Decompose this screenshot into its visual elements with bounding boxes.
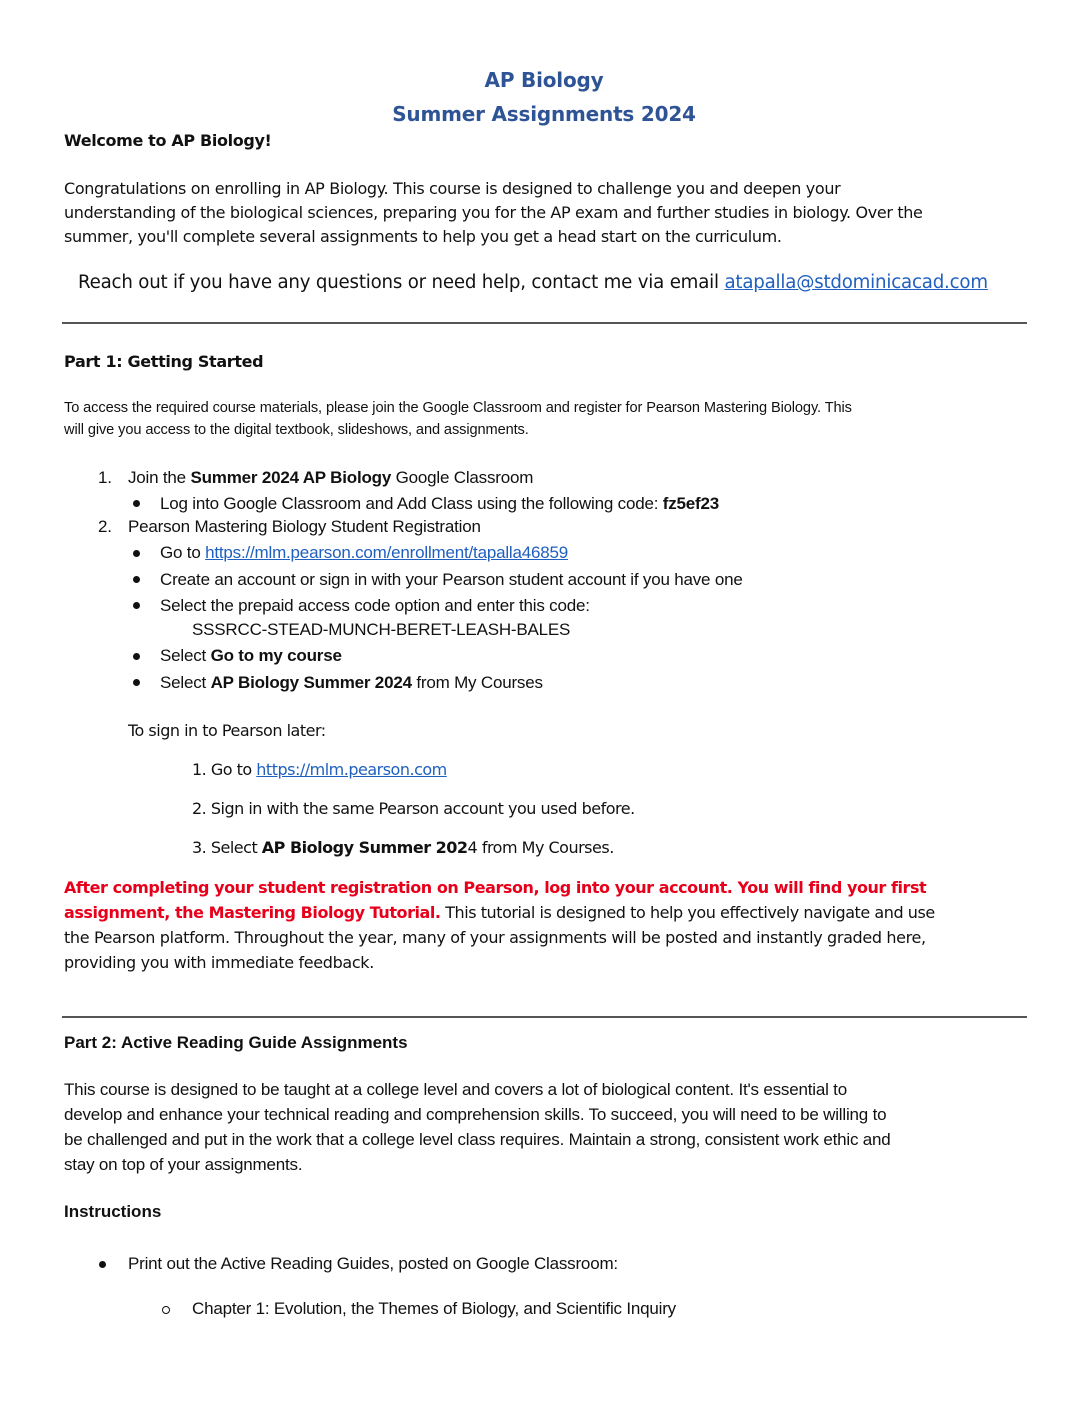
welcome-heading: Welcome to AP Biology!	[64, 131, 272, 150]
step-1-sub	[160, 494, 719, 514]
sub-text: from My Courses	[411, 673, 543, 692]
bullet-icon	[133, 602, 140, 609]
notice-red-text: assignment, the Mastering Biology Tutorial.	[64, 903, 441, 922]
part1-heading: Part 1: Getting Started	[64, 352, 264, 371]
step-text: Google Classroom	[391, 468, 534, 487]
bullet-icon	[133, 653, 140, 660]
part2-paragraph-line: develop and enhance your technical reading and comprehension skills. To succeed, you will need to be willing to	[64, 1105, 887, 1124]
step-number: 2.	[98, 517, 112, 536]
document-subtitle: Summer Assignments 2024	[392, 102, 696, 126]
instruction-item: Print out the Active Reading Guides, posted on Google Classroom:	[128, 1254, 618, 1273]
bullet-icon	[133, 576, 140, 583]
step-1	[128, 468, 533, 488]
sign-in-later-step	[192, 838, 614, 857]
sub-text: Select	[160, 646, 211, 665]
part2-heading: Part 2: Active Reading Guide Assignments	[64, 1033, 408, 1052]
document-title: AP Biology	[484, 68, 604, 92]
notice-line: the Pearson platform. Throughout the year, many of your assignments will be posted and instantly graded here,	[64, 928, 926, 947]
bullet-icon	[133, 679, 140, 686]
hollow-bullet-icon	[162, 1306, 170, 1314]
step-text: 4 from My Courses.	[467, 838, 614, 857]
part2-paragraph-line: This course is designed to be taught at a college level and covers a lot of biological content. It's essential to	[64, 1080, 847, 1099]
welcome-paragraph-line: summer, you'll complete several assignments to help you get a head start on the curriculum.	[64, 227, 782, 246]
step-2-sub	[160, 646, 342, 666]
contact-email-link[interactable]: atapalla@stdominicacad.com	[724, 272, 988, 293]
bullet-icon	[133, 500, 140, 507]
sub-bold-text: Go to my course	[210, 646, 342, 665]
step-bold-text: Summer 2024 AP Biology	[190, 468, 392, 487]
sub-text: Go to	[160, 543, 206, 562]
step-2-sub: Select the prepaid access code option and enter this code:	[160, 596, 590, 615]
step-text: 3. Select	[192, 838, 262, 857]
part1-intro-line: To access the required course materials, please join the Google Classroom and register for Pearson Mastering Biology. This	[64, 400, 852, 416]
sign-in-later-step	[192, 760, 447, 779]
instruction-sub-item: Chapter 1: Evolution, the Themes of Biology, and Scientific Inquiry	[192, 1299, 676, 1318]
section-divider	[62, 1016, 1027, 1018]
sub-text: Select	[160, 673, 211, 692]
notice-line: providing you with immediate feedback.	[64, 953, 374, 972]
sub-text: Log into Google Classroom and Add Class using the following code:	[160, 494, 663, 513]
section-divider	[62, 322, 1027, 324]
bullet-icon	[99, 1261, 106, 1268]
notice-line	[64, 903, 935, 922]
sign-in-later-step: 2. Sign in with the same Pearson account you used before.	[192, 799, 635, 818]
instructions-heading: Instructions	[64, 1202, 162, 1221]
welcome-paragraph-line: understanding of the biological sciences, preparing you for the AP exam and further studies in biology. Over the	[64, 203, 923, 222]
welcome-paragraph-line: Congratulations on enrolling in AP Biology. This course is designed to challenge you and deepen your	[64, 179, 841, 198]
step-2-sub: Create an account or sign in with your Pearson student account if you have one	[160, 570, 743, 589]
access-code: SSSRCC-STEAD-MUNCH-BERET-LEASH-BALES	[192, 620, 571, 639]
sub-bold-text: AP Biology Summer 2024	[210, 673, 412, 692]
step-number: 1.	[98, 468, 112, 487]
part2-paragraph-line: be challenged and put in the work that a college level class requires. Maintain a strong, consistent work ethic and	[64, 1130, 891, 1149]
part2-paragraph-line: stay on top of your assignments.	[64, 1155, 303, 1174]
bullet-icon	[133, 550, 140, 557]
sign-in-later-label: To sign in to Pearson later:	[128, 721, 326, 740]
step-bold-text: AP Biology Summer 202	[261, 838, 468, 857]
notice-text: This tutorial is designed to help you effectively navigate and use	[440, 903, 935, 922]
enrollment-link[interactable]: https://mlm.pearson.com/enrollment/tapalla46859	[205, 543, 569, 562]
part1-intro-line: will give you access to the digital textbook, slideshows, and assignments.	[64, 422, 529, 438]
step-2: Pearson Mastering Biology Student Registration	[128, 517, 481, 536]
contact-line	[78, 272, 988, 293]
pearson-link[interactable]: https://mlm.pearson.com	[256, 760, 447, 779]
class-code: fz5ef23	[662, 494, 720, 513]
step-text: 1. Go to	[192, 760, 257, 779]
step-2-sub	[160, 673, 543, 693]
notice-red-line: After completing your student registration on Pearson, log into your account. You will find your first	[64, 878, 927, 897]
step-2-sub	[160, 543, 568, 563]
contact-text: Reach out if you have any questions or need help, contact me via email	[78, 272, 725, 293]
step-text: Join the	[128, 468, 191, 487]
